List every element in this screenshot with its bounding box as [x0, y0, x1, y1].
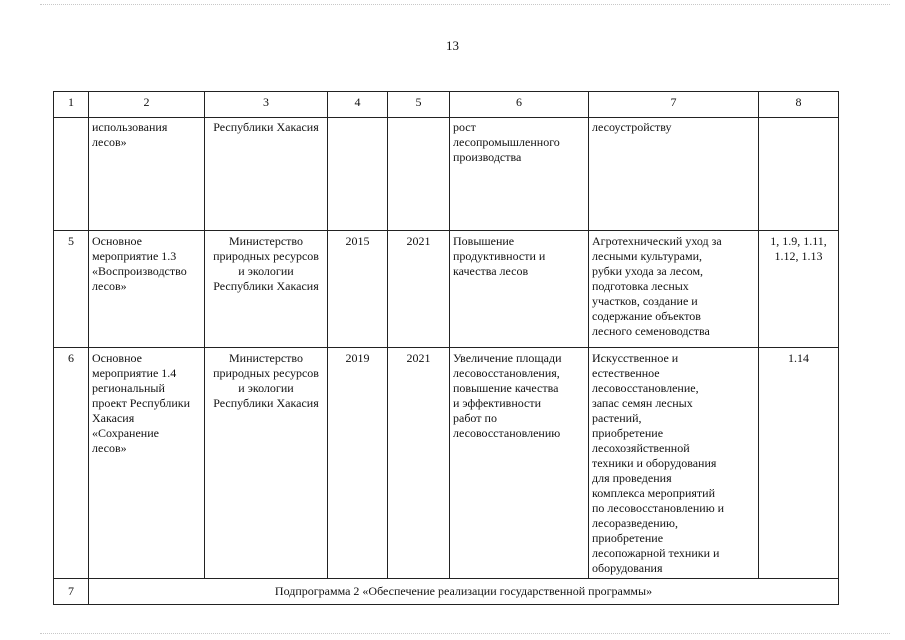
expected-result: Увеличение площади лесовосстановления, повышение качества и эффективности работ по лесовосстановлению [450, 348, 589, 579]
measure-name: Основное мероприятие 1.4 региональный проект Республики Хакасия «Сохранение лесов» [89, 348, 205, 579]
measure-name: использования лесов» [89, 118, 205, 231]
column-header: 4 [328, 92, 388, 118]
row-number: 6 [54, 348, 89, 579]
subprogram-title: Подпрограмма 2 «Обеспечение реализации государственной программы» [89, 579, 839, 605]
table-row [54, 118, 839, 231]
main-directions: лесоустройству [589, 118, 759, 231]
executor: Республики Хакасия [205, 118, 328, 231]
end-year [388, 118, 450, 231]
row-number: 7 [54, 579, 89, 605]
program-table [53, 91, 839, 605]
row-number: 5 [54, 231, 89, 348]
expected-result: рост лесопромышленного производства [450, 118, 589, 231]
column-header: 1 [54, 92, 89, 118]
indicators [759, 118, 839, 231]
column-header: 6 [450, 92, 589, 118]
column-header: 7 [589, 92, 759, 118]
main-directions: Искусственное и естественное лесовосстановление, запас семян лесных растений, приобретение лесохозяйственной техники и оборудования для проведения комплекса мероприятий по лесовосстановлению и лесоразведению, приобретение лесопожарной техники и оборудования [589, 348, 759, 579]
column-header: 8 [759, 92, 839, 118]
expected-result: Повышение продуктивности и качества лесов [450, 231, 589, 348]
start-year: 2019 [328, 348, 388, 579]
column-header: 3 [205, 92, 328, 118]
end-year: 2021 [388, 348, 450, 579]
subprogram-row [54, 579, 839, 605]
executor: Министерство природных ресурсов и экологии Республики Хакасия [205, 231, 328, 348]
column-header: 5 [388, 92, 450, 118]
indicators: 1.14 [759, 348, 839, 579]
indicators: 1, 1.9, 1.11, 1.12, 1.13 [759, 231, 839, 348]
start-year [328, 118, 388, 231]
scan-artifact-bottom [40, 633, 890, 634]
row-number [54, 118, 89, 231]
end-year: 2021 [388, 231, 450, 348]
scan-artifact-top [40, 4, 890, 5]
main-directions: Агротехнический уход за лесными культурами, рубки ухода за лесом, подготовка лесных участков, создание и содержание объектов лесного семеноводства [589, 231, 759, 348]
executor: Министерство природных ресурсов и экологии Республики Хакасия [205, 348, 328, 579]
page-number: 13 [446, 38, 459, 53]
column-header: 2 [89, 92, 205, 118]
header-row [54, 92, 839, 118]
measure-name: Основное мероприятие 1.3 «Воспроизводство лесов» [89, 231, 205, 348]
start-year: 2015 [328, 231, 388, 348]
table-row [54, 348, 839, 579]
table-row [54, 231, 839, 348]
